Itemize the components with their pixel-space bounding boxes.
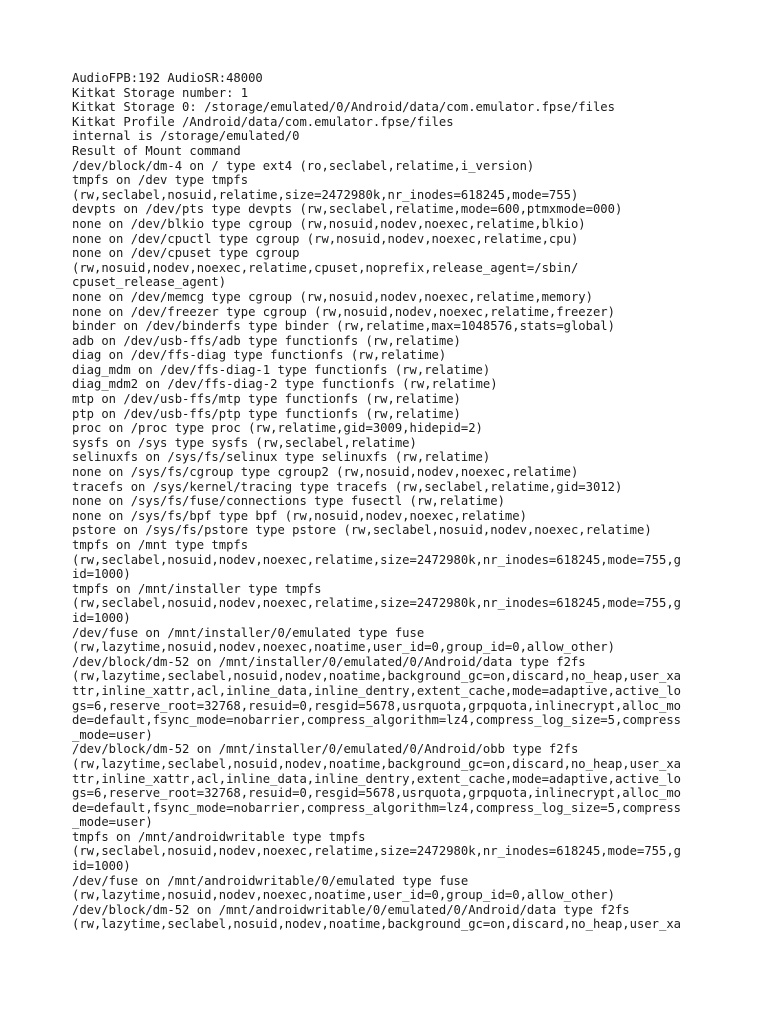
text-line: id=1000)	[72, 567, 131, 582]
text-line: /dev/block/dm-52 on /mnt/installer/0/emulated/0/Android/obb type f2fs	[72, 742, 579, 757]
text-line: none on /sys/fs/cgroup type cgroup2 (rw,nosuid,nodev,noexec,relatime)	[72, 465, 579, 480]
text-line: /dev/block/dm-4 on / type ext4 (ro,seclabel,relatime,i_version)	[72, 158, 535, 173]
text-line: binder on /dev/binderfs type binder (rw,relatime,max=1048576,stats=global)	[72, 319, 615, 334]
text-line: de=default,fsync_mode=nobarrier,compress_algorithm=lz4,compress_log_size=5,compress	[72, 800, 682, 815]
text-line: _mode=user)	[72, 727, 153, 742]
document-page	[72, 71, 712, 932]
text-line: (rw,seclabel,nosuid,relatime,size=2472980k,nr_inodes=618245,mode=755)	[72, 187, 579, 202]
text-line: diag_mdm2 on /dev/ffs-diag-2 type functionfs (rw,relatime)	[72, 377, 498, 392]
text-line: pstore on /sys/fs/pstore type pstore (rw,seclabel,nosuid,nodev,noexec,relatime)	[72, 523, 652, 538]
text-line: id=1000)	[72, 610, 131, 625]
text-line: proc on /proc type proc (rw,relatime,gid=3009,hidepid=2)	[72, 421, 483, 436]
text-line: none on /dev/freezer type cgroup (rw,nosuid,nodev,noexec,relatime,freezer)	[72, 304, 615, 319]
text-line: tmpfs on /mnt/androidwritable type tmpfs	[72, 829, 366, 844]
text-line: adb on /dev/usb-ffs/adb type functionfs (rw,relatime)	[72, 333, 461, 348]
text-line: /dev/block/dm-52 on /mnt/installer/0/emulated/0/Android/data type f2fs	[72, 654, 586, 669]
text-line: tmpfs on /mnt/installer type tmpfs	[72, 581, 322, 596]
text-line: ptp on /dev/usb-ffs/ptp type functionfs (rw,relatime)	[72, 406, 461, 421]
text-line: (rw,seclabel,nosuid,nodev,noexec,relatime,size=2472980k,nr_inodes=618245,mode=755,g	[72, 844, 682, 859]
text-line: gs=6,reserve_root=32768,resuid=0,resgid=5678,usrquota,grpquota,inlinecrypt,alloc_mo	[72, 786, 682, 801]
text-line: (rw,lazytime,nosuid,nodev,noexec,noatime,user_id=0,group_id=0,allow_other)	[72, 888, 615, 903]
text-line: none on /dev/memcg type cgroup (rw,nosuid,nodev,noexec,relatime,memory)	[72, 289, 593, 304]
text-line: (rw,seclabel,nosuid,nodev,noexec,relatime,size=2472980k,nr_inodes=618245,mode=755,g	[72, 552, 682, 567]
text-line: Kitkat Storage 0: /storage/emulated/0/Android/data/com.emulator.fpse/files	[72, 100, 615, 115]
text-line: selinuxfs on /sys/fs/selinux type selinuxfs (rw,relatime)	[72, 450, 491, 465]
text-line: Kitkat Profile /Android/data/com.emulator.fpse/files	[72, 114, 454, 129]
text-line: de=default,fsync_mode=nobarrier,compress_algorithm=lz4,compress_log_size=5,compress	[72, 713, 682, 728]
text-line: (rw,seclabel,nosuid,nodev,noexec,relatime,size=2472980k,nr_inodes=618245,mode=755,g	[72, 596, 682, 611]
text-line: mtp on /dev/usb-ffs/mtp type functionfs (rw,relatime)	[72, 392, 461, 407]
text-line: AudioFPB:192 AudioSR:48000	[72, 71, 263, 85]
text-line: diag_mdm on /dev/ffs-diag-1 type functionfs (rw,relatime)	[72, 362, 491, 377]
text-line: id=1000)	[72, 859, 131, 874]
text-line: _mode=user)	[72, 815, 153, 830]
text-line: /dev/fuse on /mnt/androidwritable/0/emulated type fuse	[72, 873, 469, 888]
text-line: Result of Mount command	[72, 143, 241, 158]
text-line: diag on /dev/ffs-diag type functionfs (rw,relatime)	[72, 348, 447, 363]
text-line: cpuset_release_agent)	[72, 275, 227, 290]
text-line: internal is /storage/emulated/0	[72, 129, 300, 144]
text-line: /dev/fuse on /mnt/installer/0/emulated type fuse	[72, 625, 425, 640]
text-line: ttr,inline_xattr,acl,inline_data,inline_dentry,extent_cache,mode=adaptive,active_lo	[72, 771, 682, 786]
text-line: none on /sys/fs/fuse/connections type fusectl (rw,relatime)	[72, 494, 505, 509]
text-line: none on /dev/blkio type cgroup (rw,nosuid,nodev,noexec,relatime,blkio)	[72, 216, 586, 231]
text-line: (rw,nosuid,nodev,noexec,relatime,cpuset,noprefix,release_agent=/sbin/	[72, 260, 579, 275]
text-line: ttr,inline_xattr,acl,inline_data,inline_dentry,extent_cache,mode=adaptive,active_lo	[72, 683, 682, 698]
text-line: devpts on /dev/pts type devpts (rw,seclabel,relatime,mode=600,ptmxmode=000)	[72, 202, 623, 217]
text-line: (rw,lazytime,seclabel,nosuid,nodev,noatime,background_gc=on,discard,no_heap,user_xa	[72, 669, 682, 684]
text-line: (rw,lazytime,seclabel,nosuid,nodev,noatime,background_gc=on,discard,no_heap,user_xa	[72, 756, 682, 771]
text-line: (rw,lazytime,nosuid,nodev,noexec,noatime,user_id=0,group_id=0,allow_other)	[72, 640, 615, 655]
text-line: none on /dev/cpuset type cgroup	[72, 246, 300, 261]
text-line: (rw,lazytime,seclabel,nosuid,nodev,noatime,background_gc=on,discard,no_heap,user_xa	[72, 917, 682, 932]
text-line: tracefs on /sys/kernel/tracing type tracefs (rw,seclabel,relatime,gid=3012)	[72, 479, 623, 494]
text-line: sysfs on /sys type sysfs (rw,seclabel,relatime)	[72, 435, 417, 450]
text-line: none on /sys/fs/bpf type bpf (rw,nosuid,nodev,noexec,relatime)	[72, 508, 527, 523]
text-line: tmpfs on /mnt type tmpfs	[72, 538, 249, 552]
text-line: Kitkat Storage number: 1	[72, 85, 249, 100]
text-line: /dev/block/dm-52 on /mnt/androidwritable/0/emulated/0/Android/data type f2fs	[72, 902, 630, 917]
text-line: gs=6,reserve_root=32768,resuid=0,resgid=5678,usrquota,grpquota,inlinecrypt,alloc_mo	[72, 698, 682, 713]
text-line: tmpfs on /dev type tmpfs	[72, 173, 249, 188]
text-line: none on /dev/cpuctl type cgroup (rw,nosuid,nodev,noexec,relatime,cpu)	[72, 231, 579, 246]
